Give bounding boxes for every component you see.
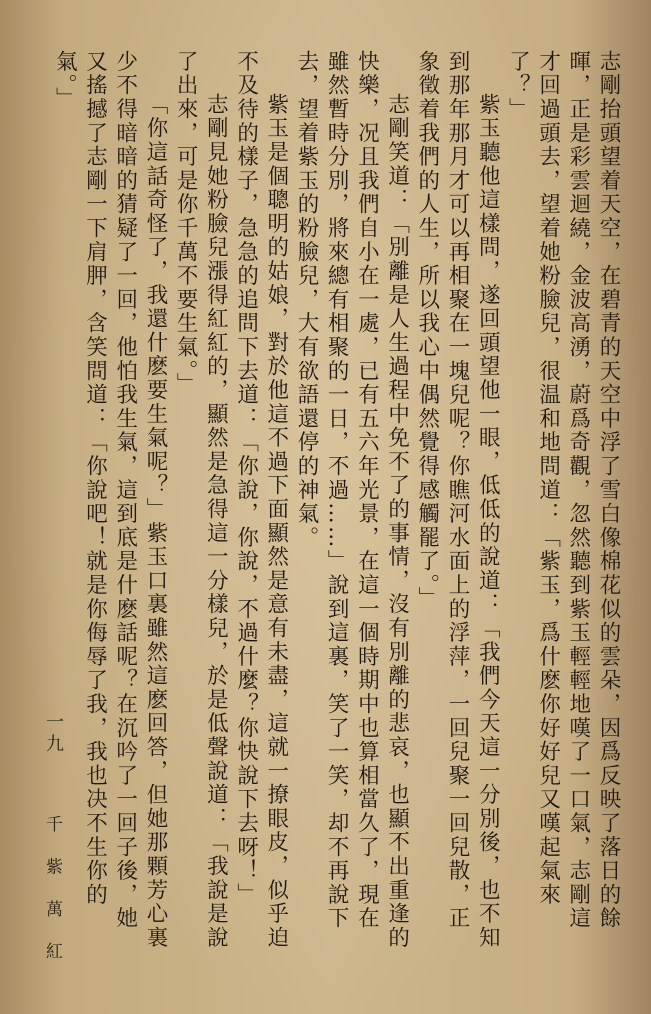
paragraph-4: 紫玉是個聰明的姑娘，對於他這不過下面顯然是意有未盡，這就一撩眼皮，似乎迫不及待的樣子，急急的追問下去道：「你說，你說，不過什麼？你快說下去呀！」: [233, 50, 289, 950]
page-number: 一九: [43, 712, 64, 756]
paragraph-1: 志剛抬頭望着天空，在碧青的天空中浮了雪白像棉花似的雲朵，因爲反映了落日的餘暉，正是彩雲迴繞，金波高湧，蔚爲奇觀，忽然聽到紫玉輕輕地嘆了一口氣，志剛這才回過頭去，望着她粉臉兒，很温和地問道：「紫玉，爲什麽你好好兒又嘆起氣來了？」: [505, 50, 621, 931]
paragraph-5: 志剛見她粉臉兒漲得紅紅的，顯然是急得這一分樣兒，於是低聲說道：「我說是說了出來，可是你千萬不要生氣。」: [173, 50, 229, 950]
paragraph-6: 「你這話奇怪了，我還什麽要生氣呢？」紫玉口裏雖然這麽回答，但她那顆芳心裏少不得暗暗的猜疑了一回，他怕我生氣，這到底是什麽話呢？在沉吟了一回子後，她又搖撼了志剛一下肩胛，含笑問道：「你說吧！就是你侮辱了我，我也决不生你的氣。」: [52, 50, 168, 950]
paragraph-3: 志剛笑道：「別離是人生過程中免不了的事情，沒有別離的悲哀，也顯不出重逢的快樂，况且我們自小在一處，已有五六年光景，在這一個時期中也算相當久了，現在雖然暫時分別，將來總有相聚的一日，不過……」說到這裏，笑了一笑，却不再說下去，望着紫玉的粉臉兒，大有欲語還停的神氣。: [293, 50, 410, 950]
running-head: 千 紫 萬 紅: [42, 815, 62, 970]
paragraph-2: 紫玉聽他這樣問，遂回頭望他一眼，低低的說道：「我們今天這一分別後，也不知到那年那月才可以再相聚在一塊兒呢？你瞧河水面上的浮萍，一回兒聚一回兒散，正象徵着我們的人生，所以我心中偶然覺得感觸罷了。」: [414, 50, 501, 950]
